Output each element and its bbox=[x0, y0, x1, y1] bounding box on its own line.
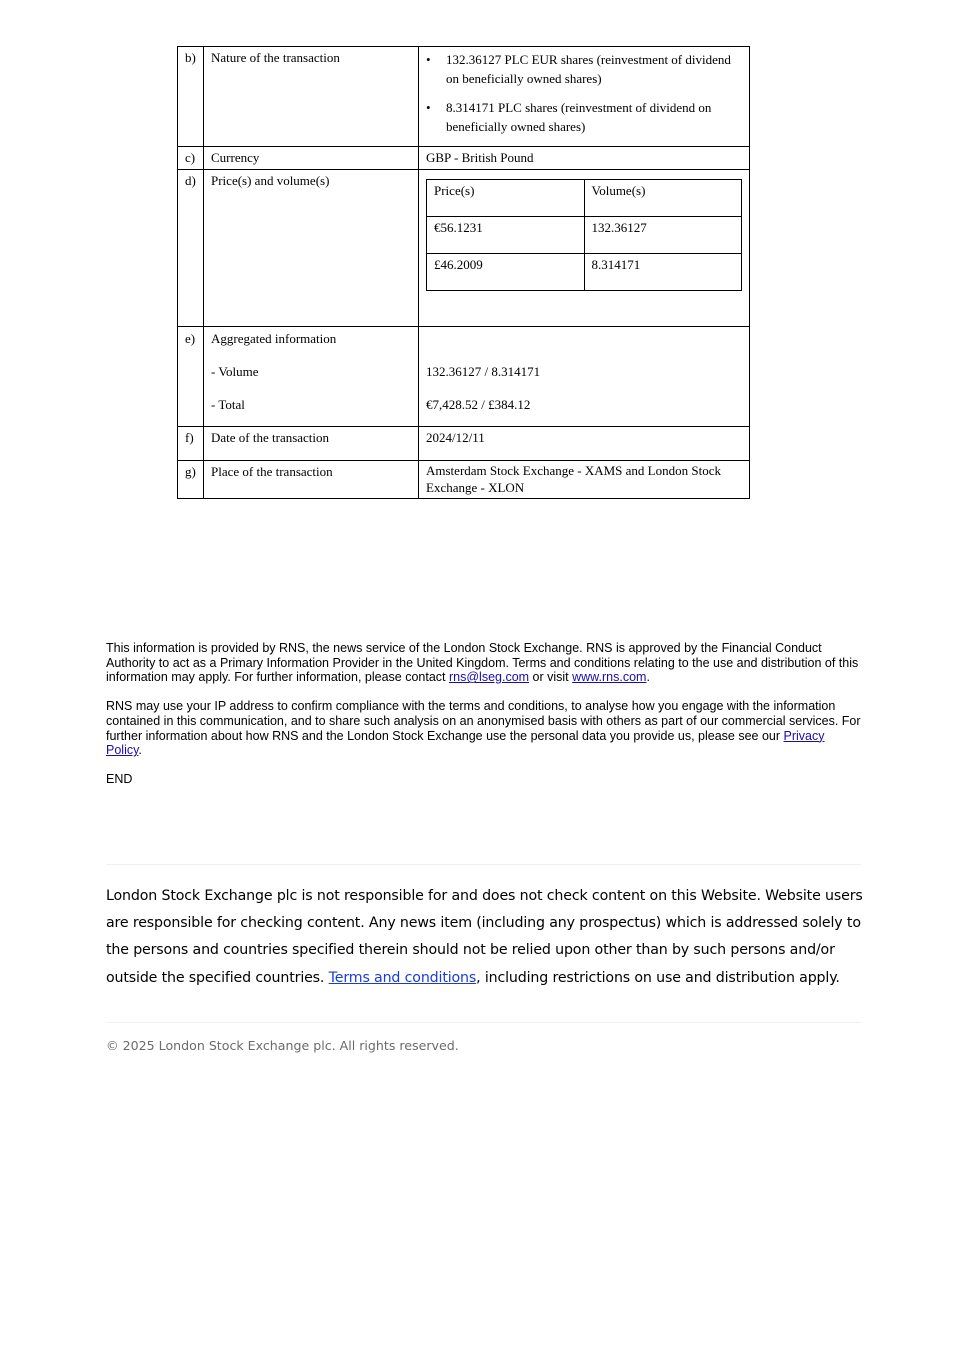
rns-email-link[interactable]: rns@lseg.com bbox=[448, 670, 530, 685]
list-item bbox=[426, 50, 742, 88]
bullet-text: 8.314171 PLC shares (reinvestment of dividend on beneficially owned shares) bbox=[446, 100, 712, 134]
rns-information bbox=[106, 641, 861, 802]
rns-paragraph-2-end: . bbox=[138, 743, 142, 758]
nature-of-transaction-value bbox=[419, 47, 750, 147]
rns-paragraph-2-text: RNS may use your IP address to confirm compliance with the terms and conditions, to analyse how you engage with the information contained in this communication, and to share such analysis on an anonymised basis with others as part of our commercial services. For further information about how RNS and the London Stock Exchange use the personal data you provide us, please see our bbox=[106, 699, 861, 743]
aggregated-values bbox=[419, 327, 750, 427]
price-header: Price(s) bbox=[427, 180, 585, 217]
price-volume-table bbox=[426, 179, 742, 291]
row-letter: d) bbox=[178, 170, 204, 327]
divider bbox=[106, 1022, 861, 1023]
copyright-notice: © 2025 London Stock Exchange plc. All rights reserved. bbox=[106, 1038, 459, 1053]
aggregated-volume-value: 132.36127 / 8.314171 bbox=[426, 364, 541, 379]
aggregated-total-label: - Total bbox=[211, 397, 245, 412]
divider bbox=[106, 864, 861, 865]
disclaimer-body: London Stock Exchange plc is not responsible for and does not check content on this Website. Website users are responsible for checking content. Any news item (including any prospectus) which is addressed solely to the persons and countries specified therein should not be relied upon other than by such persons and/or outside the specified countries. bbox=[106, 888, 863, 986]
rns-paragraph-1-end: . bbox=[646, 670, 650, 685]
table-row bbox=[427, 254, 742, 291]
aggregated-volume-label: - Volume bbox=[211, 364, 259, 379]
aggregated-labels bbox=[204, 327, 419, 427]
price-cell: €56.1231 bbox=[427, 217, 585, 254]
row-letter: e) bbox=[178, 327, 204, 427]
rns-paragraph-1 bbox=[106, 641, 861, 685]
row-letter: c) bbox=[178, 147, 204, 170]
table-row bbox=[178, 461, 750, 499]
row-letter: g) bbox=[178, 461, 204, 499]
table-row bbox=[178, 427, 750, 461]
row-label-currency: Currency bbox=[204, 147, 419, 170]
row-letter: b) bbox=[178, 47, 204, 147]
table-row bbox=[427, 180, 742, 217]
rns-paragraph-1-text: This information is provided by RNS, the news service of the London Stock Exchange. RNS is approved by the Financial Conduct Authority to act as a Primary Information Provider in the United Kingdom. Terms and conditions relating to the use and distribution of this information may apply. For further information, please contact bbox=[106, 641, 859, 685]
row-label-price-volume: Price(s) and volume(s) bbox=[204, 170, 419, 327]
terms-and-conditions-link[interactable]: Terms and conditions bbox=[328, 969, 477, 986]
table-row bbox=[427, 217, 742, 254]
disclaimer-text bbox=[106, 883, 866, 992]
row-label-aggregated: Aggregated information bbox=[211, 331, 337, 346]
row-label-nature: Nature of the transaction bbox=[204, 47, 419, 147]
rns-website-link[interactable]: www.rns.com bbox=[572, 670, 647, 685]
price-volume-cell bbox=[419, 170, 750, 327]
bullet-icon: • bbox=[426, 52, 431, 67]
table-row bbox=[178, 327, 750, 427]
aggregated-total-value: €7,428.52 / £384.12 bbox=[426, 397, 531, 412]
transaction-details-table bbox=[177, 46, 750, 499]
rns-paragraph-2 bbox=[106, 699, 861, 757]
volume-cell: 132.36127 bbox=[584, 217, 742, 254]
row-label-place: Place of the transaction bbox=[204, 461, 419, 499]
table-row bbox=[178, 47, 750, 147]
list-item bbox=[426, 98, 742, 136]
currency-value: GBP - British Pound bbox=[419, 147, 750, 170]
disclaimer-end: , including restrictions on use and distribution apply. bbox=[476, 969, 840, 986]
price-cell: £46.2009 bbox=[427, 254, 585, 291]
end-marker: END bbox=[106, 772, 133, 787]
transaction-place-value: Amsterdam Stock Exchange - XAMS and London Stock Exchange - XLON bbox=[419, 461, 750, 499]
transaction-date-value: 2024/12/11 bbox=[419, 427, 750, 461]
volume-cell: 8.314171 bbox=[584, 254, 742, 291]
privacy-policy-link[interactable]: Privacy Policy bbox=[106, 728, 825, 758]
volume-header: Volume(s) bbox=[584, 180, 742, 217]
table-row bbox=[178, 170, 750, 327]
rns-paragraph-1-mid: or visit bbox=[529, 670, 573, 685]
bullet-text: 132.36127 PLC EUR shares (reinvestment of dividend on beneficially owned shares) bbox=[446, 52, 731, 86]
row-label-date: Date of the transaction bbox=[204, 427, 419, 461]
nature-bullet-list bbox=[426, 50, 742, 136]
bullet-icon: • bbox=[426, 100, 431, 115]
table-row bbox=[178, 147, 750, 170]
row-letter: f) bbox=[178, 427, 204, 461]
